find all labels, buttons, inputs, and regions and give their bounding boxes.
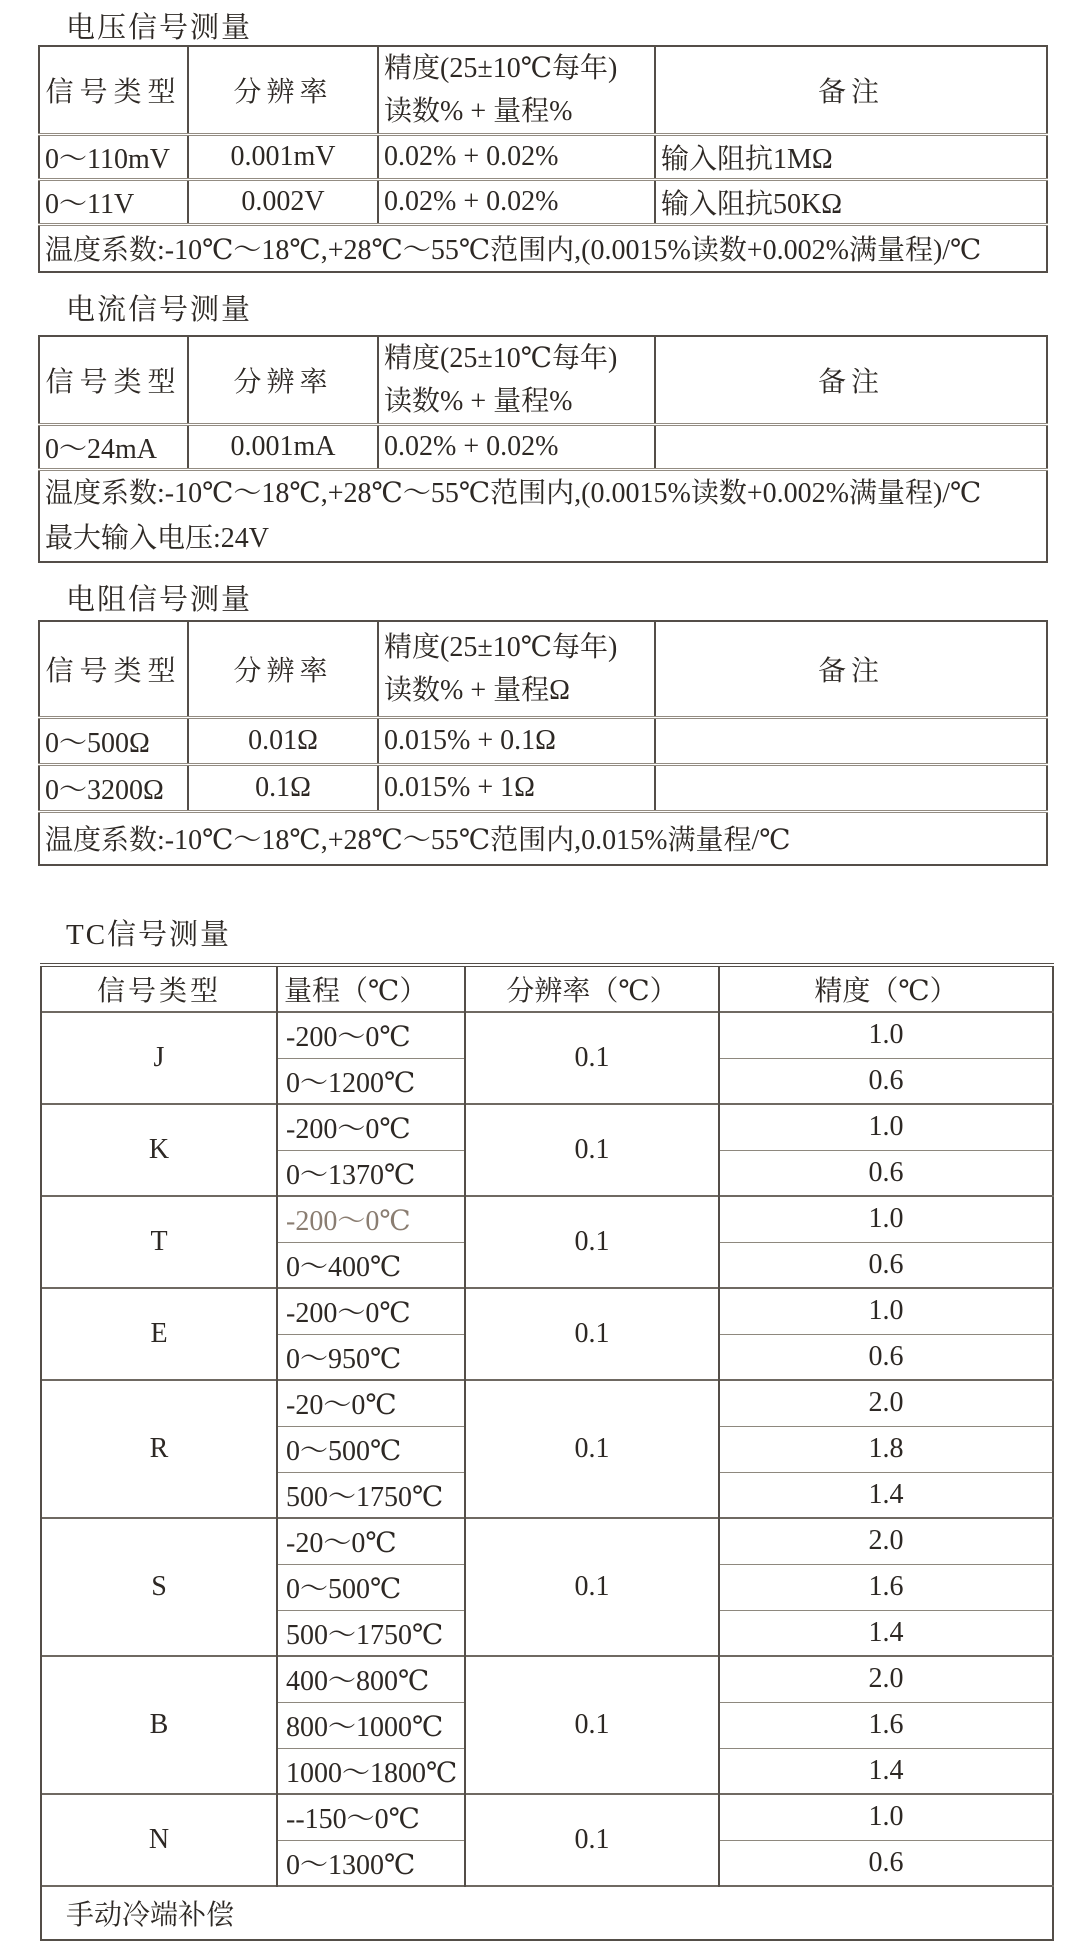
tc-range-cell: -20～0℃ — [277, 1518, 465, 1564]
tc-table — [40, 963, 1054, 1941]
note-cell — [655, 764, 1047, 811]
accuracy-cell: 0.02% + 0.02% — [378, 180, 655, 225]
tc-accuracy-cell: 1.4 — [719, 1472, 1053, 1518]
tc-header-row — [41, 965, 1053, 1012]
max-input-voltage-note: 最大输入电压:24V — [45, 523, 270, 554]
tc-accuracy-cell: 2.0 — [719, 1380, 1053, 1426]
tc-range-cell: 0～950℃ — [277, 1334, 465, 1380]
header-note: 备注 — [655, 621, 1047, 717]
temperature-coefficient-note: 温度系数:-10℃～18℃,+28℃～55℃范围内,0.015%满量程/℃ — [39, 811, 1047, 865]
tc-resolution-cell: 0.1 — [465, 1380, 719, 1518]
voltage-table — [38, 45, 1048, 273]
tc-range-cell: -200～0℃ — [277, 1012, 465, 1058]
tc-accuracy-cell: 1.8 — [719, 1426, 1053, 1472]
tc-resolution-cell: 0.1 — [465, 1196, 719, 1288]
tc-range-cell: 0～1200℃ — [277, 1058, 465, 1104]
table-row — [41, 1380, 1053, 1426]
tc-accuracy-cell: 2.0 — [719, 1656, 1053, 1702]
tc-range-cell: 1000～1800℃ — [277, 1748, 465, 1794]
temperature-coefficient-note: 温度系数:-10℃～18℃,+28℃～55℃范围内,(0.0015%读数+0.002%满量程)/℃ — [45, 478, 982, 509]
tc-resolution-cell: 0.1 — [465, 1794, 719, 1886]
tc-accuracy-cell: 0.6 — [719, 1058, 1053, 1104]
resistance-section-title: 电阻信号测量 — [66, 584, 253, 616]
current-header-row — [39, 336, 1047, 425]
accuracy-cell: 0.015% + 0.1Ω — [378, 717, 655, 764]
tc-type-cell: N — [41, 1794, 277, 1886]
header-accuracy — [378, 336, 655, 425]
signal-type-cell: 0～110mV — [39, 135, 188, 180]
resolution-cell: 0.1Ω — [188, 764, 378, 811]
tc-range-cell: --150～0℃ — [277, 1794, 465, 1840]
tc-range-cell: -200～0℃ — [277, 1288, 465, 1334]
header-accuracy-line2: 读数% + 量程% — [384, 96, 573, 127]
tc-accuracy-cell: 1.0 — [719, 1104, 1053, 1150]
resistance-header-row — [39, 621, 1047, 717]
tc-range-cell: 0～1370℃ — [277, 1150, 465, 1196]
tc-resolution-cell: 0.1 — [465, 1012, 719, 1104]
tc-resolution-cell: 0.1 — [465, 1518, 719, 1656]
tc-range-cell: -200～0℃ — [277, 1196, 465, 1242]
voltage-section-title: 电压信号测量 — [66, 12, 253, 44]
tc-accuracy-cell: 0.6 — [719, 1840, 1053, 1886]
manual-cold-junction-note: 手动冷端补偿 — [41, 1886, 1053, 1940]
header-signal-type: 信号类型 — [39, 46, 188, 135]
header-signal-type: 信号类型 — [41, 965, 277, 1012]
signal-type-cell: 0～11V — [39, 180, 188, 225]
footer-row — [39, 470, 1047, 563]
footer-row — [39, 811, 1047, 865]
tc-range-cell: -200～0℃ — [277, 1104, 465, 1150]
header-range: 量程（℃） — [277, 965, 465, 1012]
accuracy-cell: 0.02% + 0.02% — [378, 425, 655, 470]
tc-type-cell: E — [41, 1288, 277, 1380]
header-note: 备注 — [655, 336, 1047, 425]
header-accuracy-line1: 精度(25±10℃每年) — [384, 53, 618, 84]
header-accuracy-line2: 读数% + 量程% — [384, 386, 573, 417]
tc-accuracy-cell: 1.0 — [719, 1012, 1053, 1058]
temperature-coefficient-note: 温度系数:-10℃～18℃,+28℃～55℃范围内,(0.0015%读数+0.002%满量程)/℃ — [39, 225, 1047, 272]
footer-row — [41, 1886, 1053, 1940]
tc-accuracy-cell: 0.6 — [719, 1150, 1053, 1196]
header-accuracy-line1: 精度(25±10℃每年) — [384, 631, 618, 663]
note-cell: 输入阻抗1MΩ — [655, 135, 1047, 180]
current-section-title: 电流信号测量 — [66, 294, 253, 326]
table-row — [39, 717, 1047, 764]
tc-accuracy-cell: 1.4 — [719, 1610, 1053, 1656]
header-resolution: 分辨率（℃） — [465, 965, 719, 1012]
header-accuracy — [378, 621, 655, 717]
tc-accuracy-cell: 1.0 — [719, 1794, 1053, 1840]
resolution-cell: 0.002V — [188, 180, 378, 225]
header-accuracy-line2: 读数% + 量程Ω — [384, 674, 570, 706]
header-signal-type: 信号类型 — [39, 336, 188, 425]
table-row — [39, 135, 1047, 180]
tc-accuracy-cell: 0.6 — [719, 1242, 1053, 1288]
table-row — [39, 764, 1047, 811]
tc-range-cell: 500～1750℃ — [277, 1610, 465, 1656]
header-note: 备注 — [655, 46, 1047, 135]
header-resolution: 分辨率 — [188, 621, 378, 717]
tc-type-cell: T — [41, 1196, 277, 1288]
table-row — [41, 1288, 1053, 1334]
note-cell: 输入阻抗50KΩ — [655, 180, 1047, 225]
table-row — [41, 1104, 1053, 1150]
accuracy-cell: 0.015% + 1Ω — [378, 764, 655, 811]
tc-range-cell: 0～1300℃ — [277, 1840, 465, 1886]
resistance-table — [38, 620, 1048, 866]
tc-type-cell: R — [41, 1380, 277, 1518]
note-cell — [655, 425, 1047, 470]
resolution-cell: 0.001mV — [188, 135, 378, 180]
header-accuracy — [378, 46, 655, 135]
signal-type-cell: 0～500Ω — [39, 717, 188, 764]
table-row — [41, 1656, 1053, 1702]
table-row — [41, 1196, 1053, 1242]
header-resolution: 分辨率 — [188, 336, 378, 425]
header-signal-type: 信号类型 — [39, 621, 188, 717]
tc-accuracy-cell: 1.6 — [719, 1702, 1053, 1748]
tc-range-cell: 0～400℃ — [277, 1242, 465, 1288]
tc-range-cell: -20～0℃ — [277, 1380, 465, 1426]
header-accuracy: 精度（℃） — [719, 965, 1053, 1012]
tc-type-cell: S — [41, 1518, 277, 1656]
table-row — [39, 425, 1047, 470]
tc-accuracy-cell: 2.0 — [719, 1518, 1053, 1564]
signal-type-cell: 0～3200Ω — [39, 764, 188, 811]
tc-resolution-cell: 0.1 — [465, 1104, 719, 1196]
tc-type-cell: K — [41, 1104, 277, 1196]
resolution-cell: 0.01Ω — [188, 717, 378, 764]
tc-accuracy-cell: 0.6 — [719, 1334, 1053, 1380]
note-cell — [655, 717, 1047, 764]
tc-range-cell: 800～1000℃ — [277, 1702, 465, 1748]
tc-type-cell: J — [41, 1012, 277, 1104]
tc-range-cell: 0～500℃ — [277, 1564, 465, 1610]
table-row — [39, 180, 1047, 225]
tc-accuracy-cell: 1.0 — [719, 1196, 1053, 1242]
accuracy-cell: 0.02% + 0.02% — [378, 135, 655, 180]
table-row — [41, 1518, 1053, 1564]
current-table — [38, 335, 1048, 563]
tc-section-title: TC信号测量 — [66, 919, 232, 951]
header-resolution: 分辨率 — [188, 46, 378, 135]
table-row — [41, 1794, 1053, 1840]
tc-range-cell: 500～1750℃ — [277, 1472, 465, 1518]
current-footer-cell — [39, 470, 1047, 563]
footer-row — [39, 225, 1047, 272]
header-accuracy-line1: 精度(25±10℃每年) — [384, 343, 618, 374]
resolution-cell: 0.001mA — [188, 425, 378, 470]
tc-resolution-cell: 0.1 — [465, 1288, 719, 1380]
voltage-header-row — [39, 46, 1047, 135]
tc-resolution-cell: 0.1 — [465, 1656, 719, 1794]
tc-range-cell: 0～500℃ — [277, 1426, 465, 1472]
tc-range-cell: 400～800℃ — [277, 1656, 465, 1702]
tc-accuracy-cell: 1.0 — [719, 1288, 1053, 1334]
table-row — [41, 1012, 1053, 1058]
signal-type-cell: 0～24mA — [39, 425, 188, 470]
tc-accuracy-cell: 1.4 — [719, 1748, 1053, 1794]
tc-accuracy-cell: 1.6 — [719, 1564, 1053, 1610]
tc-type-cell: B — [41, 1656, 277, 1794]
